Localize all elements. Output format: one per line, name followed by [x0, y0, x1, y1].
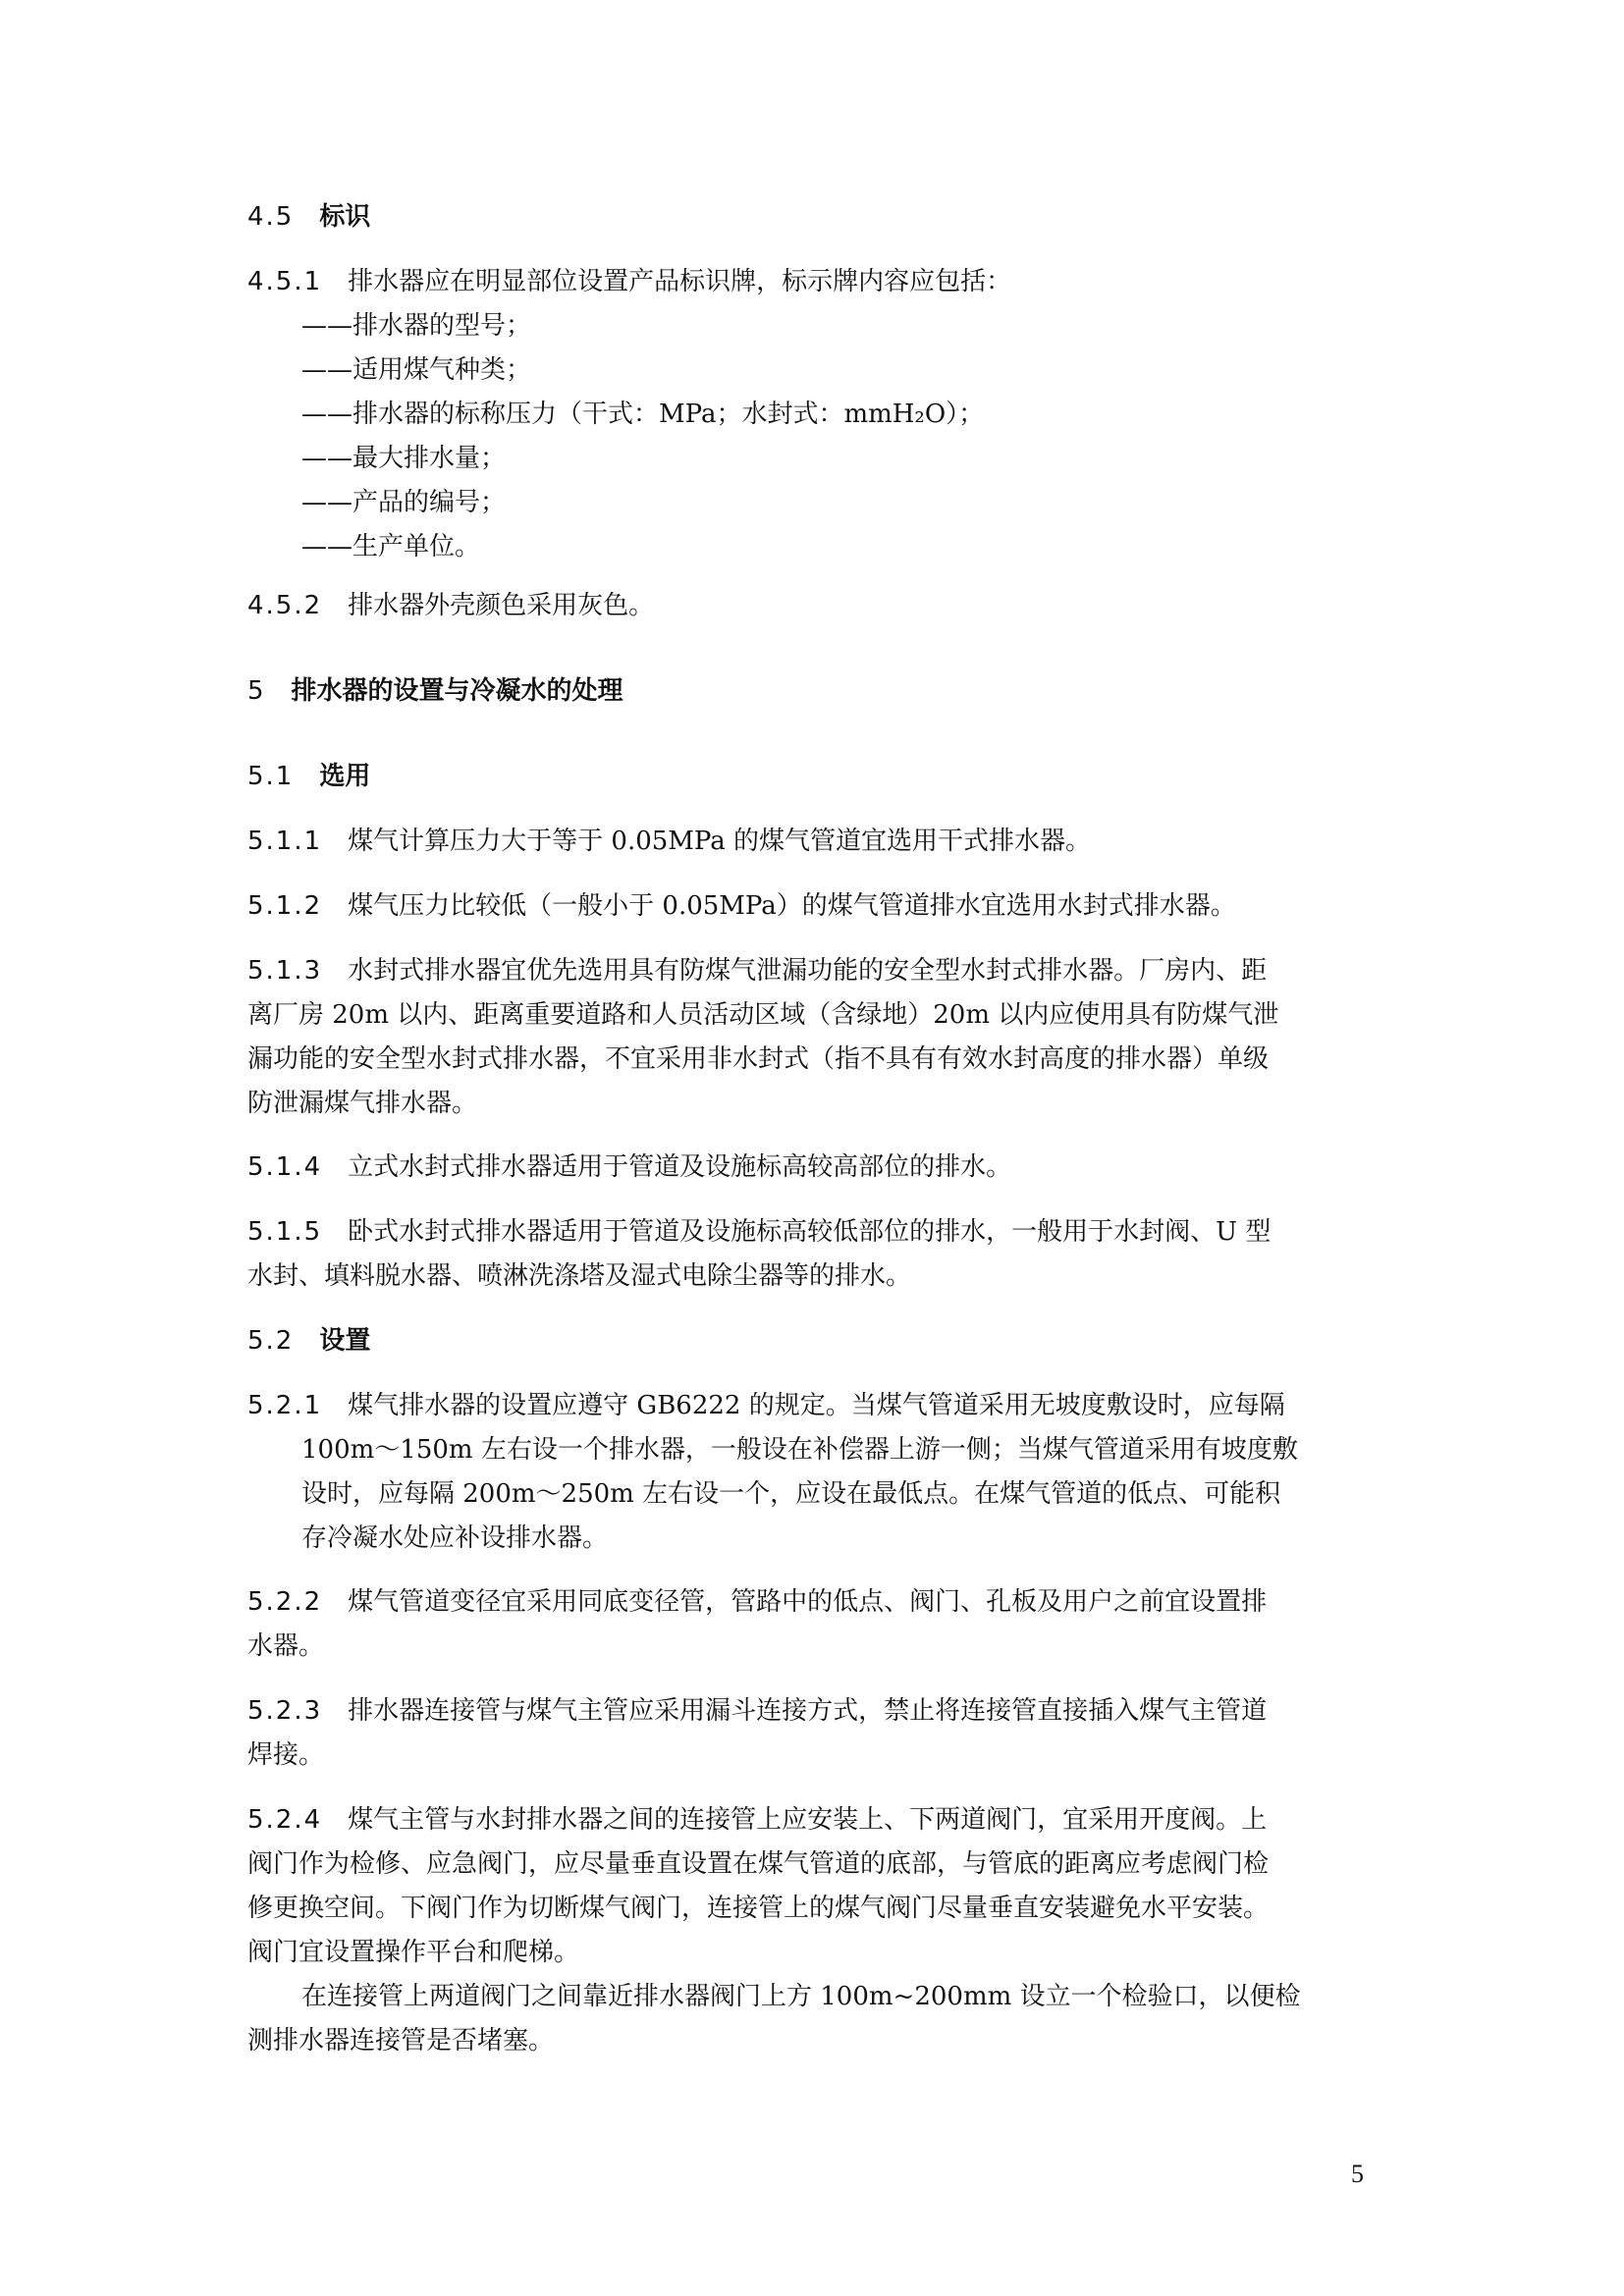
clause-4-5-1: 4.5.1 排水器应在明显部位设置产品标识牌，标示牌内容应包括： [247, 267, 1012, 296]
list-item: ——排水器的型号； [301, 311, 532, 341]
list-item: ——产品的编号； [301, 488, 507, 517]
clause-5-2-4-line: 阀门宜设置操作平台和爬梯。 [247, 1938, 580, 1967]
clause-5-2-3-line: 焊接。 [247, 1740, 325, 1770]
clause-5-2-1-line: 存冷凝水处应补设排水器。 [301, 1523, 609, 1553]
clause-5-2-1: 5.2.1 煤气排水器的设置应遵守 GB6222 的规定。当煤气管道采用无坡度敷设时，应每隔 [247, 1391, 1285, 1420]
clause-5-2-2: 5.2.2 煤气管道变径宜采用同底变径管，管路中的低点、阀门、孔板及用户之前宜设置排 [247, 1587, 1268, 1617]
section-5-1-heading: 5.1 选用 [247, 762, 371, 791]
section-5-heading: 5 排水器的设置与冷凝水的处理 [247, 676, 623, 706]
clause-5-2-4-paragraph: 在连接管上两道阀门之间靠近排水器阀门上方 100m~200mm 设立一个检验口，以便检 [301, 1982, 1301, 2011]
clause-5-1-3-line: 漏功能的安全型水封式排水器，不宜采用非水封式（指不具有有效水封高度的排水器）单级 [247, 1044, 1270, 1074]
page-number: 5 [1351, 2160, 1364, 2188]
clause-5-1-1: 5.1.1 煤气计算压力大于等于 0.05MPa 的煤气管道宜选用干式排水器。 [247, 827, 1092, 856]
clause-5-2-3: 5.2.3 排水器连接管与煤气主管应采用漏斗连接方式，禁止将连接管直接插入煤气主管道 [247, 1696, 1268, 1726]
list-item: ——生产单位。 [301, 532, 481, 561]
section-5-2-heading: 5.2 设置 [247, 1326, 371, 1356]
clause-5-2-4-line: 测排水器连接管是否堵塞。 [247, 2026, 555, 2056]
clause-5-1-3: 5.1.3 水封式排水器宜优先选用具有防煤气泄漏功能的安全型水封式排水器。厂房内、距 [247, 956, 1268, 986]
clause-5-1-3-line: 离厂房 20m 以内、距离重要道路和人员活动区域（含绿地）20m 以内应使用具有防煤气泄 [247, 1000, 1279, 1030]
clause-5-1-4: 5.1.4 立式水封式排水器适用于管道及设施标高较高部位的排水。 [247, 1152, 1012, 1182]
list-item: ——适用煤气种类； [301, 355, 532, 385]
clause-5-2-2-line: 水器。 [247, 1631, 325, 1661]
clause-5-1-2: 5.1.2 煤气压力比较低（一般小于 0.05MPa）的煤气管道排水宜选用水封式排水器。 [247, 891, 1236, 921]
clause-4-5-2: 4.5.2 排水器外壳颜色采用灰色。 [247, 591, 655, 620]
clause-5-1-5-line: 水封、填料脱水器、喷淋洗涤塔及湿式电除尘器等的排水。 [247, 1261, 912, 1291]
clause-5-2-4: 5.2.4 煤气主管与水封排水器之间的连接管上应安装上、下两道阀门，宜采用开度阀。上 [247, 1805, 1268, 1835]
clause-5-2-1-line: 设时，应每隔 200m～250m 左右设一个，应设在最低点。在煤气管道的低点、可能积 [301, 1479, 1281, 1509]
clause-5-1-3-line: 防泄漏煤气排水器。 [247, 1089, 478, 1118]
clause-5-2-4-line: 阀门作为检修、应急阀门，应尽量垂直设置在煤气管道的底部，与管底的距离应考虑阀门检 [247, 1849, 1270, 1879]
section-4-5-heading: 4.5 标识 [247, 202, 371, 232]
clause-5-2-4-line: 修更换空间。下阀门作为切断煤气阀门，连接管上的煤气阀门尽量垂直安装避免水平安装。 [247, 1894, 1270, 1923]
clause-5-2-1-line: 100m～150m 左右设一个排水器，一般设在补偿器上游一侧；当煤气管道采用有坡度敷 [301, 1435, 1298, 1465]
list-item: ——排水器的标称压力（干式：MPa；水封式：mmH₂O）； [301, 400, 985, 429]
clause-5-1-5: 5.1.5 卧式水封式排水器适用于管道及设施标高较低部位的排水，一般用于水封阀、U 型 [247, 1217, 1272, 1247]
list-item: ——最大排水量； [301, 444, 507, 473]
